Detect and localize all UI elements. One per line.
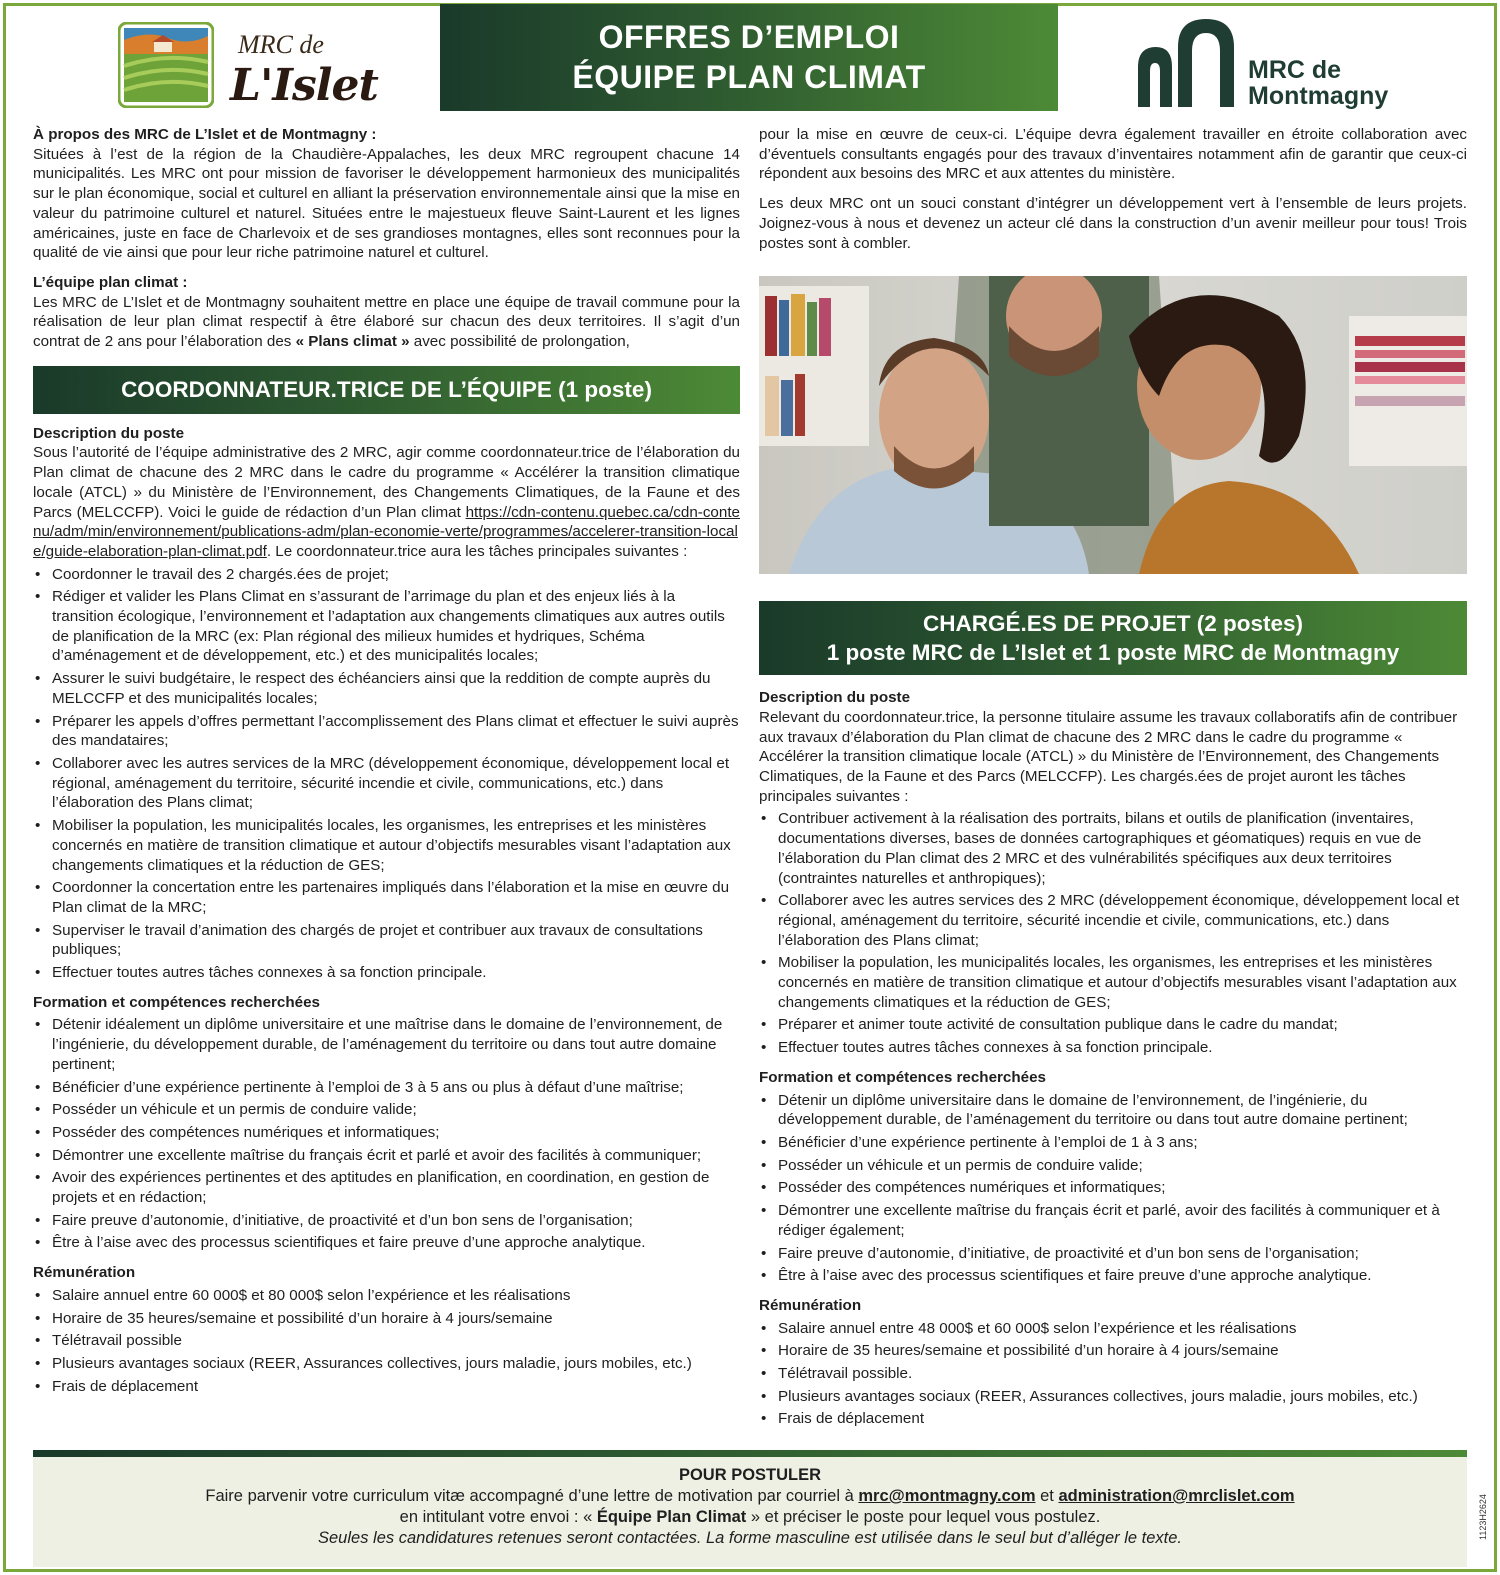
list-item: • Collaborer avec les autres services des 2 MRC (développement économique, développement local et régional, aménagement du territoire, sécurité incendie et civile, communications, etc.) dans l’élaboration des Plans climat;: [759, 891, 1467, 950]
list-item: • Démontrer une excellente maîtrise du français écrit et parlé et avoir des facilités à communiquer;: [33, 1146, 740, 1166]
apply-text-subject-start: en intitulant votre envoi : «: [399, 1508, 597, 1526]
list-item: • Bénéficier d’une expérience pertinente à l’emploi de 1 à 3 ans;: [759, 1133, 1467, 1153]
team-photo: [759, 276, 1467, 574]
list-item: • Rédiger et valider les Plans Climat en s’assurant de l’arrimage du plan et des enjeux liés à la transition écologique, l’environnement et l’adaptation aux changements climatiques aux autres outils de planification de la MRC (ex: Plan régional des milieux humides et hydriques, Schéma d’aménagement et de développement, etc.) et des municipalités locales;: [33, 587, 740, 666]
coordinator-desc-heading: Description du poste: [33, 424, 185, 442]
project-pay-heading: Rémunération: [759, 1296, 862, 1314]
page-title-line1: OFFRES D’EMPLOI: [598, 19, 900, 55]
list-item: • Salaire annuel entre 48 000$ et 60 000$ selon l’expérience et les réalisations: [759, 1319, 1467, 1339]
project-banner-line1: CHARGÉ.ES DE PROJET (2 postes): [922, 611, 1304, 637]
list-item: • Posséder des compétences numériques et informatiques;: [33, 1123, 740, 1143]
list-item: • Bénéficier d’une expérience pertinente à l’emploi de 3 à 5 ans ou plus à défaut d’une maîtrise;: [33, 1078, 740, 1098]
list-item: • Posséder un véhicule et un permis de conduire valide;: [33, 1100, 740, 1120]
apply-heading: POUR POSTULER: [678, 1466, 822, 1484]
list-item: • Effectuer toutes autres tâches connexes à sa fonction principale.: [759, 1038, 1467, 1058]
apply-text-and: et: [1035, 1487, 1059, 1505]
list-item: • Mobiliser la population, les municipalités locales, les organismes, les entreprises et les ministères concernés en matière de transition climatique et autour d’objectifs mesurables visant l’adaptation aux changements climatiques et la réduction de GES;: [759, 953, 1467, 1012]
apply-divider: [33, 1450, 1467, 1457]
coordinator-desc: [33, 443, 740, 561]
team-heading: L’équipe plan climat :: [33, 273, 188, 291]
list-item: • Plusieurs avantages sociaux (REER, Assurances collectives, jours maladie, jours mobiles, etc.): [759, 1387, 1467, 1407]
list-item: • Horaire de 35 heures/semaine et possibilité d’un horaire à 4 jours/semaine: [33, 1309, 740, 1329]
logo-right-line1: MRC de: [1248, 56, 1342, 84]
team-text-end: avec possibilité de prolongation,: [409, 333, 630, 351]
team-text-bold: « Plans climat »: [295, 333, 410, 351]
email-link-montmagny[interactable]: mrc@montmagny.com: [858, 1487, 1036, 1505]
project-tasks-list: [759, 809, 1467, 1057]
team-text-start: Les MRC de L’Islet et de Montmagny souhaitent mettre en place une équipe de travail commune pour la réalisation de leur plan climat respectif à être élaboré sur chacun des deux territoires. Il s’agit d’un contrat de 2 ans pour l’élaboration des: [33, 293, 740, 351]
list-item: • Salaire annuel entre 60 000$ et 80 000$ selon l’expérience et les réalisations: [33, 1286, 740, 1306]
apply-section: [33, 1457, 1467, 1567]
apply-note: Seules les candidatures retenues seront contactées. La forme masculine est utilisée dans le seul but d’alléger le texte.: [318, 1529, 1182, 1547]
list-item: • Préparer et animer toute activité de consultation publique dans le cadre du mandat;: [759, 1015, 1467, 1035]
list-item: • Frais de déplacement: [759, 1409, 1467, 1429]
list-item: • Faire preuve d’autonomie, d’initiative, de proactivité et d’un bon sens de l’organisation;: [759, 1244, 1467, 1264]
list-item: • Détenir un diplôme universitaire dans le domaine de l’environnement, de l’ingénierie, du développement durable, de l’aménagement du territoire ou dans tout autre domaine pertinent;: [759, 1091, 1467, 1130]
mrc-montmagny-arches-icon: [1138, 17, 1238, 112]
apply-text: Faire parvenir votre curriculum vitæ accompagné d’une lettre de motivation par courriel à: [205, 1487, 859, 1505]
coordinator-skills-list: [33, 1015, 740, 1253]
project-pay-list: [759, 1319, 1467, 1430]
project-desc-heading: Description du poste: [759, 689, 911, 707]
about-text: Situées à l’est de la région de la Chaudière-Appalaches, les deux MRC regroupent chacune 14 municipalités. Les MRC ont pour mission de favoriser le développement harmonieux des municipalités sur le plan économique, social et culturel en alliant la préservation environnementale ainsi que la mise en valeur du patrimoine culturel et naturel. Situées entre le majestueux fleuve Saint-Laurent et les lignes américaines, juste en face de Charlevoix et de ses grandioses montagnes, elles sont reconnues pour la qualité de vie ainsi que pour leur riche patrimoine naturel et culturel.: [33, 145, 740, 262]
list-item: • Démontrer une excellente maîtrise du français écrit et parlé, avoir des facilités à communiquer et à rédiger également;: [759, 1201, 1467, 1240]
list-item: • Posséder un véhicule et un permis de conduire valide;: [759, 1156, 1467, 1176]
apply-subject: Équipe Plan Climat: [596, 1508, 747, 1526]
project-banner: [759, 601, 1467, 675]
guide-link[interactable]: https://cdn-contenu.quebec.ca/cdn-contenu/adm/min/environnement/publications-adm/plan-economie-verte/programmes/accelerer-transition-locale/guide-elaboration-plan-climat.pdf: [33, 503, 740, 560]
list-item: • Préparer les appels d’offres permettant l’accomplissement des Plans climat et effectuer le suivi auprès des mandataires;: [33, 712, 740, 751]
list-item: • Superviser le travail d’animation des chargés de projet et contribuer aux travaux de consultations publiques;: [33, 921, 740, 960]
page-title-line2: ÉQUIPE PLAN CLIMAT: [572, 59, 926, 95]
project-skills-heading: Formation et compétences recherchées: [759, 1068, 1046, 1086]
right-column: [759, 125, 1467, 1429]
logo-right-line2: Montmagny: [1248, 82, 1389, 110]
list-item: • Faire preuve d’autonomie, d’initiative, de proactivité et d’un bon sens de l’organisation;: [33, 1211, 740, 1231]
coordinator-desc-end: . Le coordonnateur.trice aura les tâches principales suivantes :: [266, 542, 688, 560]
list-item: • Être à l’aise avec des processus scientifiques et faire preuve d’une approche analytique.: [33, 1233, 740, 1253]
list-item: • Coordonner la concertation entre les partenaires impliqués dans l’élaboration et la mise en œuvre du Plan climat de la MRC;: [33, 878, 740, 917]
list-item: • Contribuer activement à la réalisation des portraits, bilans et outils de planification (inventaires, documentations diverses, bases de données cartographiques et géomatiques) requis en vue de l’élaboration du Plan climat des 2 MRC et des vulnérabilités spécifiques aux deux territoires (contraintes naturelles et anthropiques);: [759, 809, 1467, 888]
ad-code: 1123H2624: [1478, 1494, 1488, 1540]
logo-left-line2: L'Islet: [230, 60, 378, 111]
apply-text-subject-end: » et préciser le poste pour lequel vous postulez.: [746, 1508, 1101, 1526]
list-item: • Plusieurs avantages sociaux (REER, Assurances collectives, jours maladie, jours mobiles, etc.): [33, 1354, 740, 1374]
coordinator-desc-text: Sous l’autorité de l’équipe administrative des 2 MRC, agir comme coordonnateur.trice de l’élaboration du Plan climat de chacune des 2 MRC dans le cadre du programme « Accélérer la transition climatique locale (ATCL) » du Ministère de l’Environnement, des Changements Climatiques, de la Faune et des Parcs (MELCCFP). Voici le guide de rédaction d’un Plan climat: [33, 444, 740, 521]
list-item: • Frais de déplacement: [33, 1377, 740, 1397]
list-item: • Détenir idéalement un diplôme universitaire et une maîtrise dans le domaine de l’environnement, de l’ingénierie, du développement durable, de l’aménagement du territoire ou dans tout autre domaine pertinent;: [33, 1015, 740, 1074]
list-item: • Télétravail possible.: [759, 1364, 1467, 1384]
coordinator-pay-list: [33, 1286, 740, 1397]
mrc-lislet-emblem-icon: [118, 22, 214, 108]
coordinator-banner: COORDONNATEUR.TRICE DE L’ÉQUIPE (1 poste): [33, 366, 740, 414]
list-item: • Posséder des compétences numériques et informatiques;: [759, 1178, 1467, 1198]
left-column: [33, 125, 740, 1396]
list-item: • Être à l’aise avec des processus scientifiques et faire preuve d’une approche analytique.: [759, 1266, 1467, 1286]
team-paragraph-2: Les deux MRC ont un souci constant d’intégrer un développement vert à l’ensemble de leurs projets. Joignez-vous à nous et devenez un acteur clé dans la construction d’un avenir meilleur pour tous! Trois postes sont à combler.: [759, 195, 1467, 252]
list-item: • Effectuer toutes autres tâches connexes à sa fonction principale.: [33, 963, 740, 983]
team-text: [33, 293, 740, 352]
project-banner-line2: 1 poste MRC de L’Islet et 1 poste MRC de Montmagny: [826, 640, 1400, 666]
list-item: • Coordonner le travail des 2 chargés.ées de projet;: [33, 565, 740, 585]
list-item: • Avoir des expériences pertinentes et des aptitudes en planification, en coordination, en gestion de projets et en rédaction;: [33, 1168, 740, 1207]
about-heading: À propos des MRC de L’Islet et de Montmagny :: [33, 126, 377, 143]
page-title-banner: [440, 4, 1058, 111]
logo-left-line1: MRC de: [238, 30, 324, 59]
coordinator-skills-heading: Formation et compétences recherchées: [33, 993, 320, 1011]
logo-mrc-lislet: [118, 22, 378, 112]
list-item: • Assurer le suivi budgétaire, le respect des échéanciers ainsi que la reddition de compte auprès du MELCCFP et des municipalités locales;: [33, 669, 740, 708]
team-text-continued: pour la mise en œuvre de ceux-ci. L’équipe devra également travailler en étroite collaboration avec d’éventuels consultants engagés pour des travaux d’inventaires notamment afin de garantir que ceux-ci répondent aux besoins des MRC et aux attentes du ministère.: [759, 126, 1467, 183]
logo-mrc-montmagny: [1138, 17, 1398, 112]
list-item: • Collaborer avec les autres services de la MRC (développement économique, développement local et régional, aménagement du territoire, sécurité incendie et civile, communications, etc.) dans l’élaboration des Plans climat;: [33, 754, 740, 813]
list-item: • Horaire de 35 heures/semaine et possibilité d’un horaire à 4 jours/semaine: [759, 1341, 1467, 1361]
project-skills-list: [759, 1091, 1467, 1286]
email-link-lislet[interactable]: administration@mrclislet.com: [1058, 1487, 1295, 1505]
apply-line-2: [33, 1507, 1467, 1528]
list-item: • Télétravail possible: [33, 1331, 740, 1351]
apply-line-1: [33, 1486, 1467, 1507]
project-desc: Relevant du coordonnateur.trice, la personne titulaire assume les travaux collaboratifs afin de contribuer aux travaux d’élaboration du Plan climat de chacune des 2 MRC dans le cadre du programme « Accélérer la transition climatique locale (ATCL) » du Ministère de l’Environnement, des Changements Climatiques, de la Faune et des Parcs (MELCCFP). Les chargés.ées de projet auront les tâches principales suivantes :: [759, 708, 1458, 805]
coordinator-pay-heading: Rémunération: [33, 1264, 136, 1282]
coordinator-tasks-list: [33, 565, 740, 983]
list-item: • Mobiliser la population, les municipalités locales, les organismes, les entreprises et les ministères concernés en matière de transition climatique et autour d’objectifs mesurables visant l’adaptation aux changements climatiques et la réduction de GES;: [33, 816, 740, 875]
